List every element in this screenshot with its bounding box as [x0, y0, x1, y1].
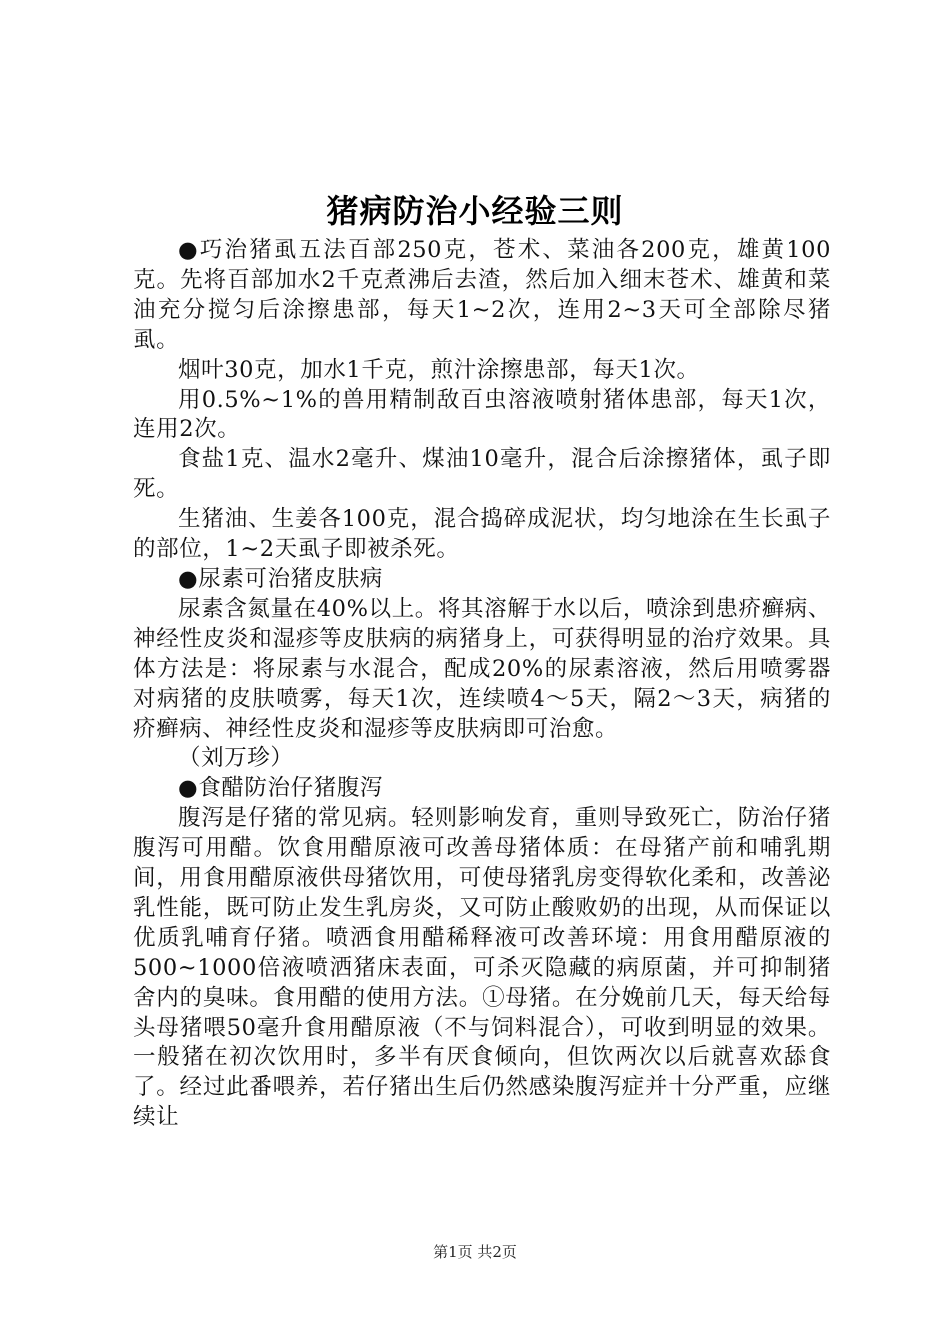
- section-heading-urea: ●尿素可治猪皮肤病: [178, 565, 384, 592]
- paragraph-urea: 尿素含氮量在40%以上。将其溶解于水以后，喷涂到患疥癣病、神经性皮炎和湿疹等皮肤病的病猪身上，可获得明显的治疗效果。具体方法是：将尿素与水混合，配成20%的尿素溶液，然后用喷雾器对病猪的皮肤喷雾，每天1次，连续喷4～5天，隔2～3天，病猪的疥癣病、神经性皮炎和湿疹等皮肤病即可治愈。: [133, 595, 831, 742]
- document-title: 猪病防治小经验三则: [326, 192, 624, 230]
- paragraph-salt-kerosene: 食盐1克、温水2毫升、煤油10毫升，混合后涂擦猪体，虱子即死。: [133, 446, 831, 503]
- paragraph-tobacco: 烟叶30克，加水1千克，煎汁涂擦患部，每天1次。: [178, 356, 700, 383]
- section-heading-vinegar: ●食醋防治仔猪腹泻: [178, 775, 384, 802]
- paragraph-vinegar: 腹泻是仔猪的常见病。轻则影响发育，重则导致死亡，防治仔猪腹泻可用醋。饮食用醋原液可改善母猪体质：在母猪产前和哺乳期间，用食用醋原液供母猪饮用，可使母猪乳房变得软化柔和，改善泌乳性能，既可防止发生乳房炎，又可防止酸败奶的出现，从而保证以优质乳哺育仔猪。喷洒食用醋稀释液可改善环境：用食用醋原液的500~1000倍液喷洒猪床表面，可杀灭隐藏的病原菌，并可抑制猪舍内的臭味。食用醋的使用方法。①母猪。在分娩前几天，每天给每头母猪喂50毫升食用醋原液（不与饲料混合），可收到明显的效果。一般猪在初次饮用时，多半有厌食倾向，但饮两次以后就喜欢舔食了。经过此番喂养，若仔猪出生后仍然感染腹泻症并十分严重，应继续让: [133, 805, 831, 1131]
- author-credit: （刘万珍）: [178, 745, 294, 772]
- paragraph-lard-ginger: 生猪油、生姜各100克，混合捣碎成泥状，均匀地涂在生长虱子的部位，1~2天虱子即被杀死。: [133, 506, 831, 563]
- page-footer: 第1页 共2页: [433, 1243, 517, 1261]
- document-body: [133, 236, 831, 1133]
- paragraph-trichlorfon: 用0.5%~1%的兽用精制敌百虫溶液喷射猪体患部，每天1次，连用2次。: [133, 386, 831, 443]
- paragraph-lice-intro: ●巧治猪虱五法百部250克，苍术、菜油各200克，雄黄100克。先将百部加水2千克煮沸后去渣，然后加入细末苍术、雄黄和菜油充分搅匀后涂擦患部，每天1~2次，连用2~3天可全部除尽猪虱。: [133, 237, 831, 353]
